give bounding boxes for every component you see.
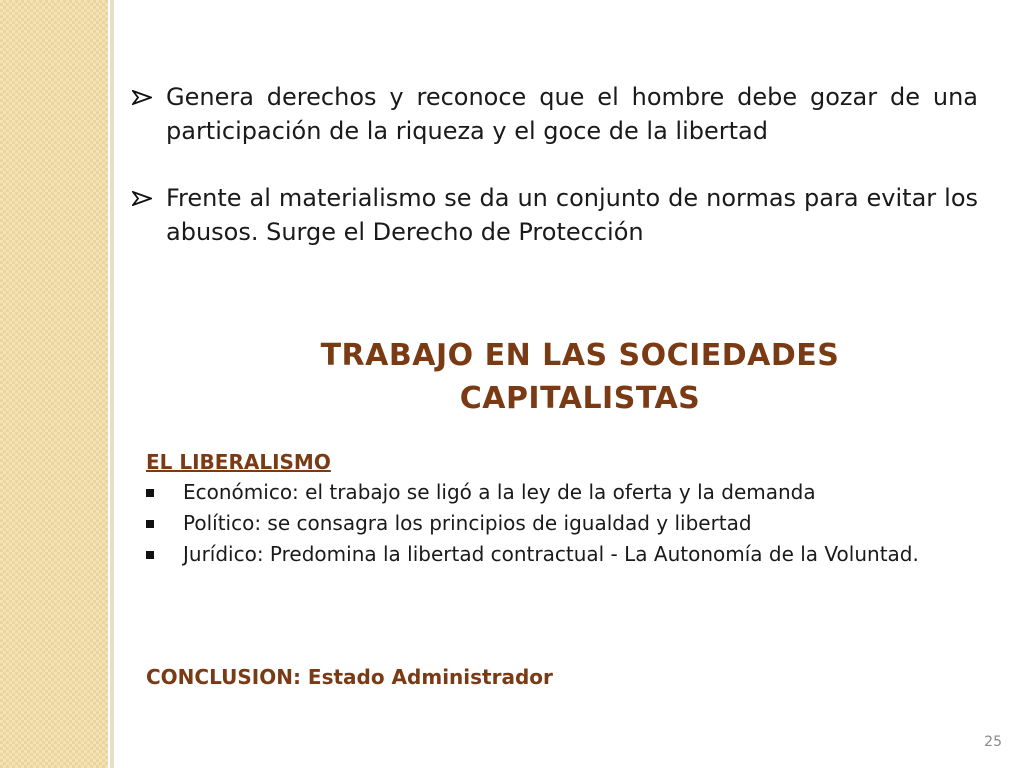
sub-bullet-list — [144, 477, 986, 570]
bullet-text: Genera derechos y reconoce que el hombre debe gozar de una participación de la riqueza y el goce de la libertad — [166, 83, 978, 145]
bullet-list — [130, 80, 978, 282]
sub-bullet-text: Jurídico: Predomina la libertad contractual - La Autonomía de la Voluntad. — [183, 542, 919, 566]
bullet-text: Frente al materialismo se da un conjunto de normas para evitar los abusos. Surge el Derecho de Protección — [166, 184, 978, 246]
slide-heading: TRABAJO EN LAS SOCIEDADES CAPITALISTAS — [320, 338, 840, 416]
sub-bullet-item — [144, 508, 986, 539]
arrow-bullet-icon — [132, 191, 152, 206]
sub-bullet-text: Político: se consagra los principios de igualdad y libertad — [183, 511, 752, 535]
bullet-item — [130, 181, 978, 249]
bullet-item — [130, 80, 978, 148]
square-bullet-icon — [146, 551, 154, 559]
square-bullet-icon — [146, 489, 154, 497]
decorative-side-line — [110, 0, 114, 768]
arrow-bullet-icon — [132, 90, 152, 105]
sub-bullet-text: Económico: el trabajo se ligó a la ley de la oferta y la demanda — [183, 480, 816, 504]
sub-bullet-item — [144, 477, 986, 508]
section-label: EL LIBERALISMO — [146, 450, 331, 474]
decorative-side-strip — [0, 0, 108, 768]
page-number: 25 — [984, 734, 1002, 750]
conclusion-text: CONCLUSION: Estado Administrador — [146, 665, 553, 689]
square-bullet-icon — [146, 520, 154, 528]
sub-bullet-item — [144, 539, 986, 570]
